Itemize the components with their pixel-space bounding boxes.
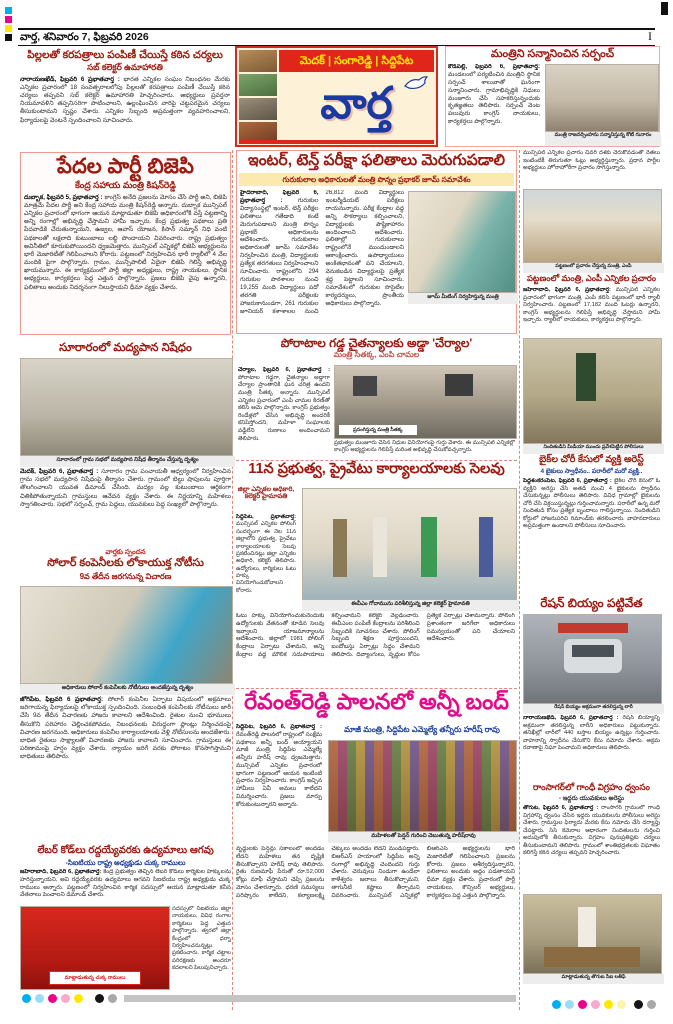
article-body-text: గురుకుల విద్యాసంస్థల్లో ఇంటర్, టెన్త్ పరీక్షల ఫలితాలు గతేడాది కంటే మెరుగుపడాలని మంత్రి పొన్నం ప్రభాకర్ అధికారులను ఆదేశించారు. గురుకులాల అధికారులతో జూమ్ సమావేశం నిర్వహించిన మంత్రి, విద్యార్థులకు ప్రత్యేక తరగతులు నిర్వహించాలని సూచించారు. రాష్ట్రంలోని 294 గురుకుల పాఠశాలల నుంచి 19,255 మంది విద్యార్థులు పదో తరగతి పరీక్షలకు హాజరుకానుండగా, 261 గురుకుల జూనియర్ కళాశాలల నుంచి 26,812 మంది విద్యార్థులు ఇంటర్మీడియట్ పరీక్షలు రాయనున్నారు. పరీక్ష కేంద్రాల వద్ద అన్ని సౌకర్యాలు కల్పించాలని, విద్యార్థులకు పౌష్టికాహారం అందించాలని ఆదేశించారు. ఫలితాల్లో గురుకులాలు రాష్ట్రంలోనే ముందుండాలని ఆకాంక్షించారు. ఉపాధ్యాయులు అంకితభావంతో పని చేయాలని, వెనుకబడిన విద్యార్థులపై ప్రత్యేక శ్రద్ధ పెట్టాలని సూచించారు. సమావేశంలో గురుకుల సొసైటీల కార్యదర్శులు, ప్రాంతీయ అధికారులు పాల్గొన్నారు. [240, 190, 404, 315]
article-body-text: రేవంత్‌రెడ్డి పాలనలో రాష్ట్రంలో సంక్షేమ పథకాలు అన్నీ బంద్ అయ్యాయని మాజీ మంత్రి, సిద్దిపేట ఎమ్మెల్యే తన్నీరు హరీష్ రావు ధ్వజమెత్తారు. మున్సిపల్ ఎన్నికల ప్రచారంలో భాగంగా పట్టణంలో ఆయన ఇంటింటి ప్రచారం నిర్వహించారు. కాంగ్రెస్ ఇచ్చిన హామీలు ఏవీ అమలు కాలేదని విమర్శించారు. ప్రజలు మార్పు కోరుకుంటున్నారని అన్నారు. [236, 731, 322, 808]
article-headline: 11న ప్రభుత్వ, ప్రైవేటు కార్యాలయాలకు సెలవు [248, 461, 505, 477]
page-number: I [648, 29, 652, 43]
article-dateline: జహీరాబాద్, ఫిబ్రవరి 6, ప్రభాతవార్త: [523, 287, 611, 293]
registration-dot [22, 994, 31, 1003]
article-body-text: సోలార్ కంపెనీల ఏర్పాటు విషయంలో అక్రమాలు జరిగాయన్న ఫిర్యాదులపై లోకాయుక్త స్పందించింది. సంబంధిత కంపెనీలకు నోటీసులు జారీ చేసి 9వ తేదీన విచారణకు హాజరు కావాలని ఆదేశించింది. రైతుల నుంచి భూములు తీసుకొని పరిహారం చెల్లించకపోవడం, నిబంధనలకు విరుద్ధంగా ప్లాంట్లు నిర్మించడంపై విచారణ జరగనుంది. అధికారులు కంపెనీల కార్యాలయాలకు వెళ్లి నోటీసులను అందజేశారు. బాధిత రైతులు సాక్ష్యాలతో విచారణకు హాజరు కావాలని సూచించారు. గ్రామస్తులు ఈ పరిణామంపై హర్షం వ్యక్తం చేశారు. న్యాయం జరిగే వరకు పోరాటం కొనసాగిస్తామని బాధితులు తెలిపారు. [20, 696, 231, 761]
campaign-headline: పట్టణంలో మంత్రి, ఎంపీ ఎన్నికల ప్రచారం [526, 273, 657, 283]
solar-photo [20, 586, 233, 684]
article-revanth [236, 690, 517, 1010]
article-dateline: జోగిపేట, ఫిబ్రవరి 6 ప్రభాతవార్త: [20, 696, 104, 703]
registration-dot [48, 994, 57, 1003]
article-dateline: తొగుట, ఫిబ్రవరి 6, ప్రభాతవార్త : [523, 805, 599, 811]
inter-photo-caption: జూమ్ మీటింగ్ నిర్వహిస్తున్న మంత్రి [408, 293, 518, 304]
registration-dot [617, 1000, 626, 1009]
selavu-photo-caption: ఈవీఎం గోదామును పరిశీలిస్తున్న జిల్లా కలెక్టర్ హైమావతి [302, 600, 519, 611]
article-dateline: కౌడిపల్లి, ఫిబ్రవరి 6, ప్రభాతవార్త: [448, 63, 540, 70]
inter-body [240, 190, 404, 328]
masthead-bottom-strip [239, 140, 434, 144]
bike-subhead: 4 బైకులు స్వాధీనం.. పరారీలో మరో వ్యక్తి.. [540, 468, 643, 475]
article-sarpanch [445, 46, 660, 147]
registration-dot [634, 1000, 643, 1009]
bike-body [523, 478, 660, 592]
gandhi-body [523, 805, 660, 891]
article-body-text: కేంద్ర ప్రభుత్వం తెచ్చిన లేబర్ కోడ్‌లు కార్మికుల హక్కులను హరిస్తున్నాయని, అవి రద్దయ్యేవరకు ఉద్యమాలు ఆగవని సిఐటియు రాష్ట్ర అధ్యక్షుడు చుక్క రాములు అన్నారు. పట్టణంలో నిర్వహించిన కార్మిక సదస్సులో ఆయన మాట్లాడుతూ కనీస వేతనాలు పెంచాలని డిమాండ్ చేశారు. [20, 869, 231, 899]
registration-dot [647, 1000, 656, 1009]
article-dateline: సిద్దిపేట, ఫిబ్రవరి 6, ప్రభాతవార్త : [236, 724, 322, 730]
masthead-dateline: వార్త, శనివారం 7, ఫిబ్రవరి 2026 [20, 31, 149, 43]
registration-dot [591, 1000, 600, 1009]
article-body-text: పోరాటాల గడ్డగా, చైతన్యాల అడ్డాగా చేర్యాల ప్రాంతానికి ఘన చరిత్ర ఉందని మంత్రి సీతక్క అన్నారు. మున్సిపల్ ఎన్నికల ప్రచారంలో ఎంపి చామల కిరణ్‌తో కలిసి ఆమె పాల్గొన్నారు. కాంగ్రెస్ ప్రభుత్వం రెండేళ్లలో చేసిన అభివృద్ధి అందరికీ కనిపిస్తోందని, మహిళా సంఘాలకు వడ్డీలేని రుణాలు అందించామని తెలిపారు. [238, 374, 330, 442]
inter-photo [408, 191, 516, 293]
article-body-text: మండలంలో పర్యటించిన మంత్రిని స్థానిక సర్పంచ్ శాలువాతో ఘనంగా సన్మానించారు. గ్రామాభివృద్ధికి నిధులు మంజూరు చేసి సహకరిస్తున్నందుకు కృతజ్ఞతలు తెలిపారు. సర్పంచ్ వెంట పలువురు కాంగ్రెస్ నాయకులు, కార్యకర్తలు పాల్గొన్నారు. [448, 71, 540, 126]
cheryala-body [238, 367, 330, 455]
selavu-side [236, 514, 296, 602]
loudspeaker-shape [353, 376, 377, 396]
campaign-pretext: మున్సిపల్ ఎన్నికల ప్రచారం చివరి దశకు చేరుకోవడంతో నేతలు ఇంటింటికీ తిరుగుతూ ఓట్లు అభ్యర్థిస్తున్నారు. ప్రధాన పార్టీల అభ్యర్థులు హోరాహోరీగా ప్రచారం సాగిస్తున్నారు. [523, 150, 660, 172]
suraram-photo [20, 358, 233, 456]
cheryala-photo-caption2: ప్రభుత్వం మంజూరు చేసిన నిధుల వినియోగంపై గుర్తు వేశారు. ఈ మున్సిపల్ ఎన్నికల్లో కాంగ్రెస్ అభ్యర్థులను గెలిపిస్తే మరింత అభివృద్ధి చేసుకోవచ్చన్నారు. [334, 440, 515, 454]
sarpanch-photo-caption: మంత్రి రాజనర్సింహను సన్మానిస్తున్న కోటి గునారం [545, 132, 661, 146]
citu-photo-caption: మాట్లాడుతున్న చుక్క రాములు [49, 971, 141, 985]
person-shape [373, 517, 387, 577]
selavu-subhead: జిల్లా ఎన్నికల అధికారి, కలెక్టర్ హైమావతి [237, 486, 295, 501]
masthead-photo-2 [239, 74, 277, 96]
article-body-text: రేషన్ బియ్యాన్ని అక్రమంగా తరలిస్తున్న లారీని అధికారులు పట్టుకున్నారు. తనిఖీల్లో లారీలో 440 బస్తాల బియ్యం ఉన్నట్లు గుర్తించారు. వాహనాన్ని స్వాధీనం చేసుకొని కేసు నమోదు చేశారు. అక్రమ రవాణాపై నిఘా పెంచామని అధికారులు తెలిపారు. [523, 715, 660, 752]
article-body-text: కాంగ్రెస్ అనేది ప్రజలను మోసం చేసే పార్టీ అని, బిజెపి మాత్రమే పేదల పార్టీ అని కేంద్ర సహాయ మంత్రి కిషన్‌రెడ్డి అన్నారు. దుబ్బాక మున్సిపల్ ఎన్నికల ప్రచారంలో భాగంగా ఆయన మాట్లాడుతూ బిజెపి అధికారంలోకి వస్తే పట్టణాన్ని అన్ని రంగాల్లో అభివృద్ధి చేస్తామని హామీ ఇచ్చారు. కేంద్ర ప్రభుత్వ పథకాలు ప్రతి పేదవాడికి చేరుతున్నాయని, ఉజ్వల, ఆవాస్ యోజన, కిసాన్ సమ్మాన్ నిధి వంటి పథకాలతో లక్షలాది కుటుంబాలు లబ్ధి పొందాయని వివరించారు. రాష్ట్ర ప్రభుత్వం అవినీతిలో కూరుకుపోయిందని ధ్వజమెత్తారు. మున్సిపల్ ఎన్నికల్లో బిజెపి అభ్యర్థులను భారీ మెజారిటీతో గెలిపించాలని కోరారు. పట్టణంలో నిర్వహించిన భారీ ర్యాలీలో 4 వేల మందికి పైగా పాల్గొన్నారు. గ్రామం, మున్సిపాలిటీ ఏదైనా బిజెపి గెలిస్తే అభివృద్ధి ఖాయమన్నారు. ఈ కార్యక్రమంలో పార్టీ జిల్లా అధ్యక్షులు, రాష్ట్ర నాయకులు, స్థానిక అభ్యర్థులు, కార్యకర్తలు పెద్ద ఎత్తున పాల్గొన్నారు. ప్రజలు బిజెపి వైపు ఉన్నారని, ఫలితాలు అందుకు నిదర్శనంగా నిలుస్తాయని ధీమా వ్యక్తం చేశారు. [24, 193, 227, 291]
sarpanch-photo [545, 64, 659, 132]
gandhi-headline: రాంసాగర్‌లో గాంధీ విగ్రహం ధ్వంసం [533, 782, 650, 792]
article-inter [236, 150, 517, 334]
article-dateline: నారాయణఖేడ్, ఫిబ్రవరి 6, ప్రభాతవార్త : [523, 715, 619, 721]
column-separator [232, 150, 233, 1010]
registration-mark [5, 7, 12, 14]
article-headline: ఇంటర్, టెన్త్ పరీక్షా ఫలితాలు మెరుగుపడాలి [248, 152, 505, 169]
article-dateline: దుబ్బాక, ఫిబ్రవరి 5, ప్రభాతవార్త : [24, 193, 103, 201]
article-suraram [20, 342, 231, 354]
article-body [20, 76, 230, 138]
revanth-photo-caption: మహిళలతో పెన్షన్ గురించి చెబుతున్న హరీష్‌రావు [328, 832, 519, 843]
person-shape [333, 519, 347, 577]
inter-subhead: గురుకులాల అధికారులతో మంత్రి పొన్నం ప్రభాకర్ జూమ్ సమావేశం [239, 173, 514, 186]
article-headline: రేవంత్‌రెడ్డి పాలనలో అన్నీ బంద్ [244, 689, 509, 714]
article-selavu [236, 462, 517, 689]
ration-photo [523, 614, 662, 704]
registration-mark [5, 34, 12, 41]
article-headline: మంత్రిని సన్మానించిన సర్పంచ్ [490, 48, 615, 60]
column-separator [519, 150, 520, 1010]
cheryala-photo-overlay-caption: ప్రసంగిస్తున్న మంత్రి సీతక్క [339, 425, 417, 435]
campaign-body [523, 287, 660, 335]
person-shape [421, 517, 437, 577]
suspect-shape [576, 353, 596, 401]
labour-body [20, 869, 231, 903]
article-body-text: మున్సిపల్ ఎన్నికల ప్రచారంలో భాగంగా మంత్రి, ఎంపి కలిసి పట్టణంలో భారీ ర్యాలీ నిర్వహించారు. పట్టణంలో 17,182 మంది ఓటర్లు ఉన్నారని, కాంగ్రెస్ అభ్యర్థులను గెలిపిస్తే అభివృద్ధి చేస్తామని హామీ ఇచ్చారు. ర్యాలీలో నాయకులు, కార్యకర్తలు పాల్గొన్నారు. [523, 287, 660, 324]
bike-photo [523, 338, 662, 444]
solar-subhead: 9వ తేదీన జరగనున్న విచారణ [79, 572, 172, 581]
truck-top-shape [558, 623, 628, 633]
masthead-regions: మెదక్ | సంగారెడ్డి | సిద్దిపేట [279, 50, 434, 72]
registration-dot [552, 1000, 561, 1009]
registration-dot [35, 994, 44, 1003]
article-body-text: రాంసాగర్ గ్రామంలో గాంధీ విగ్రహాన్ని ధ్వంసం చేసిన ఇద్దరు యువకులను పోలీసులు అరెస్టు చేశారు. గ్రామస్తుల ఫిర్యాదు మేరకు కేసు నమోదు చేసి దర్యాప్తు చేపట్టారు. సిసి కెమెరాల ఆధారంగా నిందితులను గుర్తించి అదుపులోకి తీసుకున్నారు. విగ్రహం పునఃప్రతిష్ఠకు చర్యలు తీసుకుంటామని తెలిపారు. గ్రామంలో శాంతిభద్రతలకు విఘాతం కలిగిస్తే కఠిన చర్యలు తప్పవని హెచ్చరించారు. [523, 805, 660, 857]
article-karapatralu [20, 50, 230, 147]
gandhi-subhead: - ఇద్దరు యువకులు అరెస్టు [558, 795, 625, 802]
registration-dot [95, 994, 104, 1003]
article-headline: పిల్లలతో కరపత్రాలు పంపిణీ చేయిస్తే కఠిన చర్యలు [27, 49, 223, 61]
article-dateline: నారాయణఖేడ్, ఫిబ్రవరి 6 ప్రభాతవార్త : [20, 75, 120, 83]
article-subhead: కేంద్ర సహాయ మంత్రి కిషన్‌రెడ్డి [75, 179, 176, 190]
ration-photo-caption: రేషన్ బియ్యం అక్రమంగా తరలిస్తున్న లారీ [523, 704, 664, 714]
person-shape [479, 517, 493, 577]
article-body-text: భారత ఎన్నికల సంఘం నిబంధనల మేరకు ఎన్నికల ప్రచారంలో 18 సంవత్సరాలలోపు పిల్లలతో కరపత్రాలు పంపిణీ చేయిస్తే కఠిన చర్యలు తప్పవని సబ్ కలెక్టర్ ఉమాహారతి హెచ్చరించారు. అభ్యర్థులు ప్రవర్తనా నియమావళిని తప్పనిసరిగా పాటించాలని, ఉల్లంఘించిన వారిపై చట్టపరమైన చర్యలు తీసుకుంటామని స్పష్టం చేశారు. ఎన్నికల సిబ్బంది అప్రమత్తంగా వ్యవహరించాలని, ఫిర్యాదులపై వెంటనే స్పందించాలని సూచించారు. [20, 75, 230, 124]
revanth-photo [328, 740, 517, 832]
suraram-body [20, 468, 231, 546]
solar-photo-caption: అధికారులు సోలార్ కంపెనీలకు నోటీసులు అందజేస్తున్న దృశ్యం [20, 684, 235, 695]
revanth-body-left [236, 724, 322, 842]
masthead-photo-1 [239, 50, 277, 72]
suraram-photo-caption: సూరారంలో గ్రామ సభలో మద్యపాన నిషేధ తీర్మానం చేస్తున్న దృశ్యం [20, 456, 235, 467]
article-headline: పేదల పార్టీ బిజెపి [57, 155, 194, 178]
registration-dot [74, 994, 83, 1003]
article-headline: సూరారంలో మద్యపాన నిషేధం [59, 342, 192, 354]
selavu-photo [302, 488, 517, 600]
registration-dot [61, 994, 70, 1003]
campaign-photo [523, 189, 662, 263]
article-subhead: మంత్రి సీతక్క, ఎంపి చామల [333, 349, 420, 359]
registration-dot [604, 1000, 613, 1009]
article-cheryala [236, 337, 517, 461]
truck-windshield-shape [572, 645, 614, 657]
revanth-body: వృద్ధులకు పెన్షన్లు సకాలంలో అందడం లేదని మహిళలు తన దృష్టికి తీసుకొచ్చారని హరీష్ రావు తెలిపారు. రైతు రుణమాఫీ పేరుతో రూ.52,000 కోట్లు మాఫీ చేస్తామని చెప్పి ప్రజలను మోసం చేశారన్నారు. ధరణి సమస్యలు పరిష్కారం కాలేదని, కల్యాణలక్ష్మి చెక్కులు అందడం లేదని మండిపడ్డారు. బిఆర్ఎస్ హయాంలో సిద్దిపేట అన్ని రంగాల్లో అభివృద్ధి చెందిందని గుర్తు చేశారు. చెరువులు నిండుగా ఉండేలా కాళేశ్వరం జలాలు తీసుకొచ్చామని, తాగునీటి కష్టాలు తీర్చామని వివరించారు. మున్సిపల్ ఎన్నికల్లో బిఆర్ఎస్ అభ్యర్థులను భారీ మెజారిటీతో గెలిపించాలని ప్రజలను కోరారు. ప్రజలు ఆశీర్వదిస్తున్నారని, ఫలితాలు అందుకు అద్దం పడతాయని ధీమా వ్యక్తం చేశారు. ప్రచారంలో పార్టీ నాయకులు, కౌన్సిలర్ అభ్యర్థులు, కార్యకర్తలు పెద్ద ఎత్తున పాల్గొన్నారు. [236, 846, 515, 899]
registration-mark [661, 2, 668, 15]
labour-headline: లేబర్ కోడ్‌లు రద్దయ్యేవరకు ఉద్యమాలు ఆగవు [37, 845, 214, 856]
registration-mark [5, 25, 12, 32]
loudspeaker-shape [445, 374, 473, 396]
masthead-photo-3 [239, 98, 277, 120]
article-body [448, 64, 540, 139]
campaign-photo-caption: పట్టణంలో ప్రచారం చేస్తున్న మంత్రి, ఎంపి [523, 263, 664, 273]
dove-icon [403, 74, 429, 92]
registration-bar [124, 995, 516, 1002]
article-dateline: పెద్దశంకరంపేట, ఫిబ్రవరి 6, ప్రభాతవార్త : [523, 478, 612, 484]
article-dateline: మెదక్, ఫిబ్రవరి 6, ప్రభాతవార్త : [20, 468, 99, 475]
registration-dot [578, 1000, 587, 1009]
article-dateline: హైదరాబాద్, ఫిబ్రవరి 6, ప్రభాతవార్త : [240, 190, 319, 204]
suspect-shape [578, 907, 596, 947]
ration-body [523, 715, 660, 779]
bike-headline: బైక్‌ల చోరీ కేసులో వ్యక్తి అరెస్ట్ [539, 454, 644, 465]
solar-tag: వార్తకు స్పందన [105, 549, 146, 556]
article-dateline: జహీరాబాద్, ఫిబ్రవరి 6, ప్రభాతవార్త: [20, 869, 102, 875]
solar-body [20, 696, 231, 842]
cheryala-photo [334, 365, 517, 439]
gandhi-photo [523, 894, 662, 974]
article-pedala [20, 152, 231, 335]
article-body-text: బైక్‌ల చోరీ కేసులో ఓ వ్యక్తిని అరెస్టు చేసి అతడి నుంచి 4 బైకులను స్వాధీనం చేసుకున్నట్లు పోలీసులు తెలిపారు. వివిధ గ్రామాల్లో బైకులను చోరీ చేసి విక్రయిస్తున్నట్లు గుర్తించామన్నారు. పరారీలో ఉన్న మరో నిందితుడి కోసం ప్రత్యేక బృందాలు గాలిస్తున్నాయి. నిందితుడిని కోర్టులో హాజరుపరిచి రిమాండ్‌కు తరలించారు. వాహనదారులు అప్రమత్తంగా ఉండాలని పోలీసులు సూచించారు. [523, 478, 660, 530]
ration-headline: రేషన్ బియ్యం పట్టివేత [540, 596, 643, 610]
masthead-logo: వార్త [320, 79, 393, 128]
article-subhead: సబ్ కలెక్టర్ ఉమాహారతి [87, 62, 163, 73]
registration-dot [565, 1000, 574, 1009]
registration-dot [108, 994, 117, 1003]
article-dateline: చేర్యాల, ఫిబ్రవరి 6, ప్రభాతవార్త : [238, 367, 330, 373]
header-rule-top [18, 28, 655, 30]
revanth-subhead: మాజీ మంత్రి, సిద్దిపేట ఎమ్మెల్యే తన్నీరు హరీష్ రావు [344, 725, 500, 734]
masthead [235, 46, 438, 147]
table-shape [544, 947, 640, 967]
selavu-body: ఓటు హక్కు వినియోగించుకునేందుకు ఉద్యోగులకు వేతనంతో కూడిన సెలవు ఇవ్వాలని యాజమాన్యాలను ఆదేశించారు. జిల్లాలో 1981 పోలింగ్ కేంద్రాలు ఏర్పాటు చేశామని, అన్ని కేంద్రాల వద్ద మౌలిక సదుపాయాలు కల్పించామని కలెక్టర్ వెల్లడించారు. ఈవీఎంల పంపిణీ కేంద్రాలను పరిశీలించి సిబ్బందికి సూచనలు చేశారు. పోలింగ్ సిబ్బంది శిక్షణ పూర్తయిందని, బందోబస్తు ఏర్పాట్లు సిద్ధం చేశామని తెలిపారు. దివ్యాంగులు, వృద్ధుల కోసం ప్రత్యేక ఏర్పాట్లు చేశామన్నారు. పోలింగ్ ప్రశాంతంగా జరిగేలా అధికారులు సమన్వయంతో పని చేయాలని ఆదేశించారు. [236, 613, 515, 658]
solar-headline: సోలార్ కంపెనీలకు లోకాయుక్త నోటీసు [47, 557, 204, 569]
labour-side-text: సదస్సులో సిఐటియు జిల్లా నాయకులు, వివిధ రంగాల కార్మికులు పెద్ద ఎత్తున పాల్గొన్నారు. త్వరలో జిల్లా కేంద్రంలో ధర్నా నిర్వహించనున్నట్లు ప్రకటించారు. కార్మిక చట్టాల పరిరక్షణకు అందరూ కదలాలని పిలుపునిచ్చారు. [172, 906, 231, 971]
article-dateline: సిద్దిపేట, ప్రభాతవార్త: [236, 514, 296, 520]
article-body-text: మున్సిపల్ ఎన్నికల పోలింగ్ సందర్భంగా ఈ నెల 11న జిల్లాలోని ప్రభుత్వ, ప్రైవేటు కార్యాలయాలకు సెలవు ప్రకటించినట్లు జిల్లా ఎన్నికల అధికారి, కలెక్టర్ తెలిపారు. ఉద్యోగులు, కార్మికులు ఓటు హక్కు వినియోగించుకోవాలని కోరారు. [236, 521, 296, 594]
gandhi-photo-caption: మాట్లాడుతున్న తొగుట సిఐ లతీఫ్ [523, 974, 664, 984]
article-headline: పోరాటాల గడ్డ చైతన్యాలకు అడ్డా 'చేర్యాల' [280, 336, 473, 350]
bike-photo-caption: నిందితుడిని మీడియా ముందు ప్రవేశపెట్టిన పోలీసులు [523, 444, 664, 454]
labour-subhead: -సిఐటియు రాష్ట్ర అధ్యక్షుడు చుక్క రాములు [65, 858, 186, 867]
citu-photo [20, 906, 170, 990]
article-body [24, 194, 227, 326]
article-body-text: సూరారం గ్రామ పంచాయతీ ఆధ్వర్యంలో నిర్వహించిన గ్రామ సభలో మద్యపాన నిషేధంపై తీర్మానం చేశారు. గ్రామంలో బెల్టు షాపులను పూర్తిగా తొలగించాలని యువత డిమాండ్ చేసింది. మద్యం వల్ల కుటుంబాలు ఆర్థికంగా చితికిపోతున్నాయని గ్రామస్తులు ఆవేదన వ్యక్తం చేశారు. ఈ నిర్ణయాన్ని మహిళలు స్వాగతించారు. సభలో సర్పంచ్, గ్రామ పెద్దలు, యువకులు పెద్ద సంఖ్యలో పాల్గొన్నారు. [20, 468, 231, 508]
registration-mark [5, 16, 12, 23]
